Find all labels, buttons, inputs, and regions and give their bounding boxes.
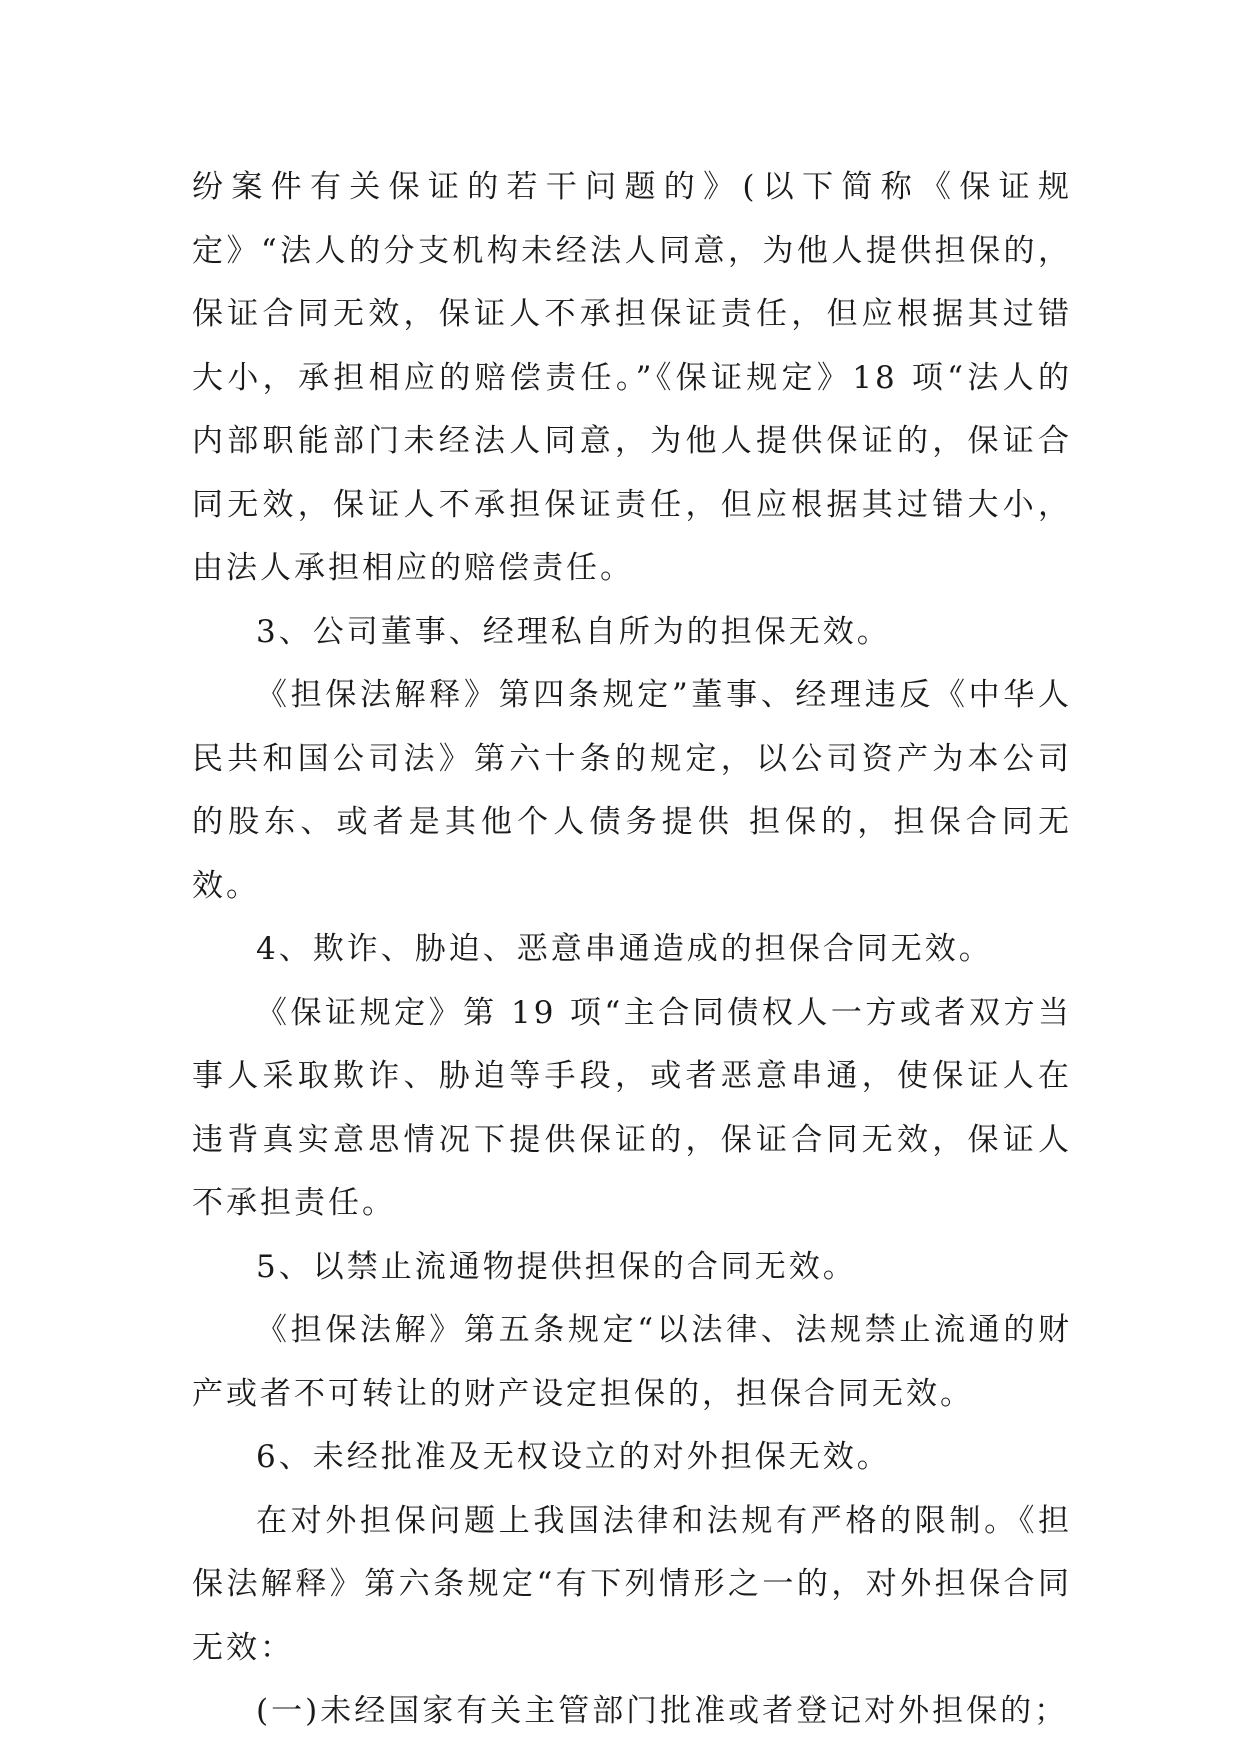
paragraph-continued-guarantee-rules: 纷案件有关保证的若干问题的》(以下简称《保证规定》“法人的分支机构未经法人同意，为他人提供担保的，保证合同无效，保证人不承担保证责任，但应根据其过错大小，承担相应的赔偿责任。”《保证规定》18 项“法人的内部职能部门未经法人同意，为他人提供保证的，保证合同无效，保证人不承担保证责任，但应根据其过错大小，由法人承担相应的赔偿责任。 [192,169,1072,586]
paragraph-article-6: 在对外担保问题上我国法律和法规有严格的限制。《担保法解释》第六条规定“有下列情形之一的，对外担保合同无效： [192,1502,1072,1666]
paragraph-item-19: 《保证规定》第 19 项“主合同债权人一方或者双方当事人采取欺诈、胁迫等手段，或者恶意串通，使保证人在违背真实意思情况下提供保证的，保证合同无效，保证人不承担责任。 [192,994,1072,1221]
paragraph-article-4: 《担保法解释》第四条规定”董事、经理违反《中华人民共和国公司法》第六十条的规定，以公司资产为本公司的股东、或者是其他个人债务提供 担保的，担保合同无效。 [192,677,1072,904]
paragraph-article-5: 《担保法解》第五条规定“以法律、法规禁止流通的财产或者不可转让的财产设定担保的，担保合同无效。 [192,1312,1072,1412]
paragraph-list-item-1: (一)未经国家有关主管部门批准或者登记对外担保的； [256,1693,1069,1729]
paragraph-heading-3: 3、公司董事、经理私自所为的担保无效。 [256,613,891,650]
paragraph-heading-5: 5、以禁止流通物提供担保的合同无效。 [256,1248,857,1285]
paragraph-heading-4: 4、欺诈、胁迫、恶意串通造成的担保合同无效。 [256,931,993,967]
document-body [192,156,1072,1744]
paragraph-heading-6: 6、未经批准及无权设立的对外担保无效。 [256,1439,891,1475]
